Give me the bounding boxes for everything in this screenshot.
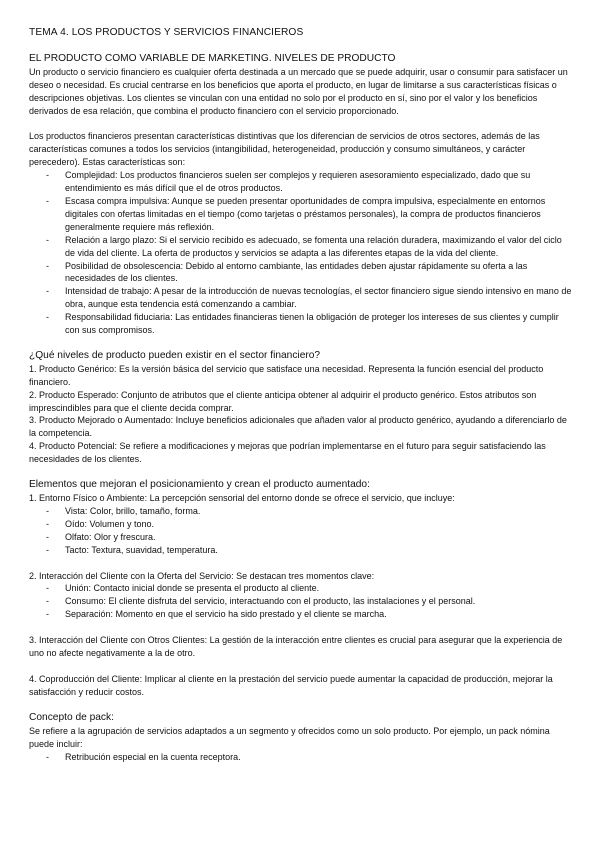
list-item: - Separación: Momento en que el servicio ha sido prestado y el cliente se marcha. — [29, 608, 574, 621]
paragraph-caracteristicas: Los productos financieros presentan características distintivas que los diferencian de servicios de otros sectores, además de las características comunes a todos los servicios (intangibilidad, heterogeneidad, producción y consumo simultáneos, y carácter perecedero). Estas características son: — [29, 131, 540, 168]
nivel-item: 4. Producto Potencial: Se refiere a modificaciones y mejoras que podrían implementarse en el futuro para seguir satisfaciendo las necesidades de los clientes. — [29, 441, 546, 465]
list-item: - Vista: Color, brillo, tamaño, forma. — [29, 505, 574, 518]
nivel-item: 3. Producto Mejorado o Aumentado: Incluye beneficios adicionales que añaden valor al producto genérico, ayudando a diferenciarlo de la competencia. — [29, 415, 567, 439]
elemento-coproduccion: 4. Coproducción del Cliente: Implicar al cliente en la prestación del servicio puede aumentar la capacidad de producción, mejorar la satisfacción y reducir costos. — [29, 673, 553, 697]
list-item: - Olfato: Olor y frescura. — [29, 531, 574, 544]
list-item: - Tacto: Textura, suavidad, temperatura. — [29, 544, 574, 557]
list-item: - Consumo: El cliente disfruta del servicio, interactuando con el producto, las instalaciones y el personal. — [29, 595, 574, 608]
elemento-entorno: 1. Entorno Físico o Ambiente: La percepción sensorial del entorno donde se ofrece el servicio, que incluye: — [29, 493, 455, 503]
nivel-item: 2. Producto Esperado: Conjunto de atributos que el cliente anticipa obtener al adquirir el producto genérico. Estos atributos son imprescindibles para que el cliente decida comprar. — [29, 389, 537, 413]
pack-list — [29, 751, 574, 764]
paragraph-definicion: Un producto o servicio financiero es cualquier oferta destinada a un mercado que se puede adquirir, usar o consumir para satisfacer un deseo o necesidad. Es crucial centrarse en los beneficios que aporta el producto, en lugar de limitarse a sus características físicas o descripciones objetivas. Los clientes se vinculan con una entidad no solo por el producto en sí, sino por el valor y los beneficios derivados de esa relación, que combina el producto financiero con el servicio proporcionado. — [29, 66, 568, 116]
list-item: - Relación a largo plazo: Si el servicio recibido es adecuado, se fomenta una relación duradera, maximizando el valor del ciclo de vida del cliente. La oferta de productos y servicios se adapta a las diferentes etapas de la vida del cliente. — [29, 234, 574, 260]
caracteristicas-list — [29, 169, 574, 337]
nivel-item: 1. Producto Genérico: Es la versión básica del servicio que satisface una necesidad. Representa la función esencial del producto financiero. — [29, 363, 544, 387]
paragraph-pack: Se refiere a la agrupación de servicios adaptados a un segmento y ofrecidos como un solo producto. Por ejemplo, un pack nómina puede incluir: — [29, 725, 550, 749]
list-item: - Posibilidad de obsolescencia: Debido al entorno cambiante, las entidades deben ajustar rápidamente su oferta a las necesidades de los clientes. — [29, 260, 574, 286]
sentidos-list — [29, 505, 574, 557]
elemento-interaccion-oferta: 2. Interacción del Cliente con la Oferta del Servicio: Se destacan tres momentos clave: — [29, 570, 375, 581]
section-heading-niveles: ¿Qué niveles de producto pueden existir en el sector financiero? — [29, 349, 321, 361]
document-title: TEMA 4. LOS PRODUCTOS Y SERVICIOS FINANCIEROS — [29, 27, 304, 38]
elemento-interaccion-clientes: 3. Interacción del Cliente con Otros Clientes: La gestión de la interacción entre clientes es crucial para asegurar que la experiencia de uno no afecte negativamente a la de otro. — [29, 635, 563, 659]
section-heading-pack: Concepto de pack: — [29, 711, 114, 723]
section-heading-producto: EL PRODUCTO COMO VARIABLE DE MARKETING. NIVELES DE PRODUCTO — [29, 52, 396, 64]
list-item: - Complejidad: Los productos financieros suelen ser complejos y requieren asesoramiento especializado, dado que su entendimiento es más difícil que el de otros productos. — [29, 169, 574, 195]
section-heading-elementos: Elementos que mejoran el posicionamiento y crean el producto aumentado: — [29, 479, 370, 491]
list-item: - Retribución especial en la cuenta receptora. — [29, 751, 574, 764]
document-page — [29, 27, 574, 763]
list-item: - Oído: Volumen y tono. — [29, 518, 574, 531]
momentos-list — [29, 582, 574, 621]
list-item: - Unión: Contacto inicial donde se presenta el producto al cliente. — [29, 582, 574, 595]
list-item: - Escasa compra impulsiva: Aunque se pueden presentar oportunidades de compra impulsiva, especialmente en entornos digitales con ofertas limitadas en el tiempo (como tarjetas o préstamos personales), la compra de productos financieros generalmente requiere más reflexión. — [29, 195, 574, 234]
list-item: - Responsabilidad fiduciaria: Las entidades financieras tienen la obligación de proteger los intereses de sus clientes y cumplir con sus compromisos. — [29, 311, 574, 337]
list-item: - Intensidad de trabajo: A pesar de la introducción de nuevas tecnologías, el sector financiero sigue siendo intensivo en mano de obra, aunque esta tendencia está comenzando a cambiar. — [29, 285, 574, 311]
